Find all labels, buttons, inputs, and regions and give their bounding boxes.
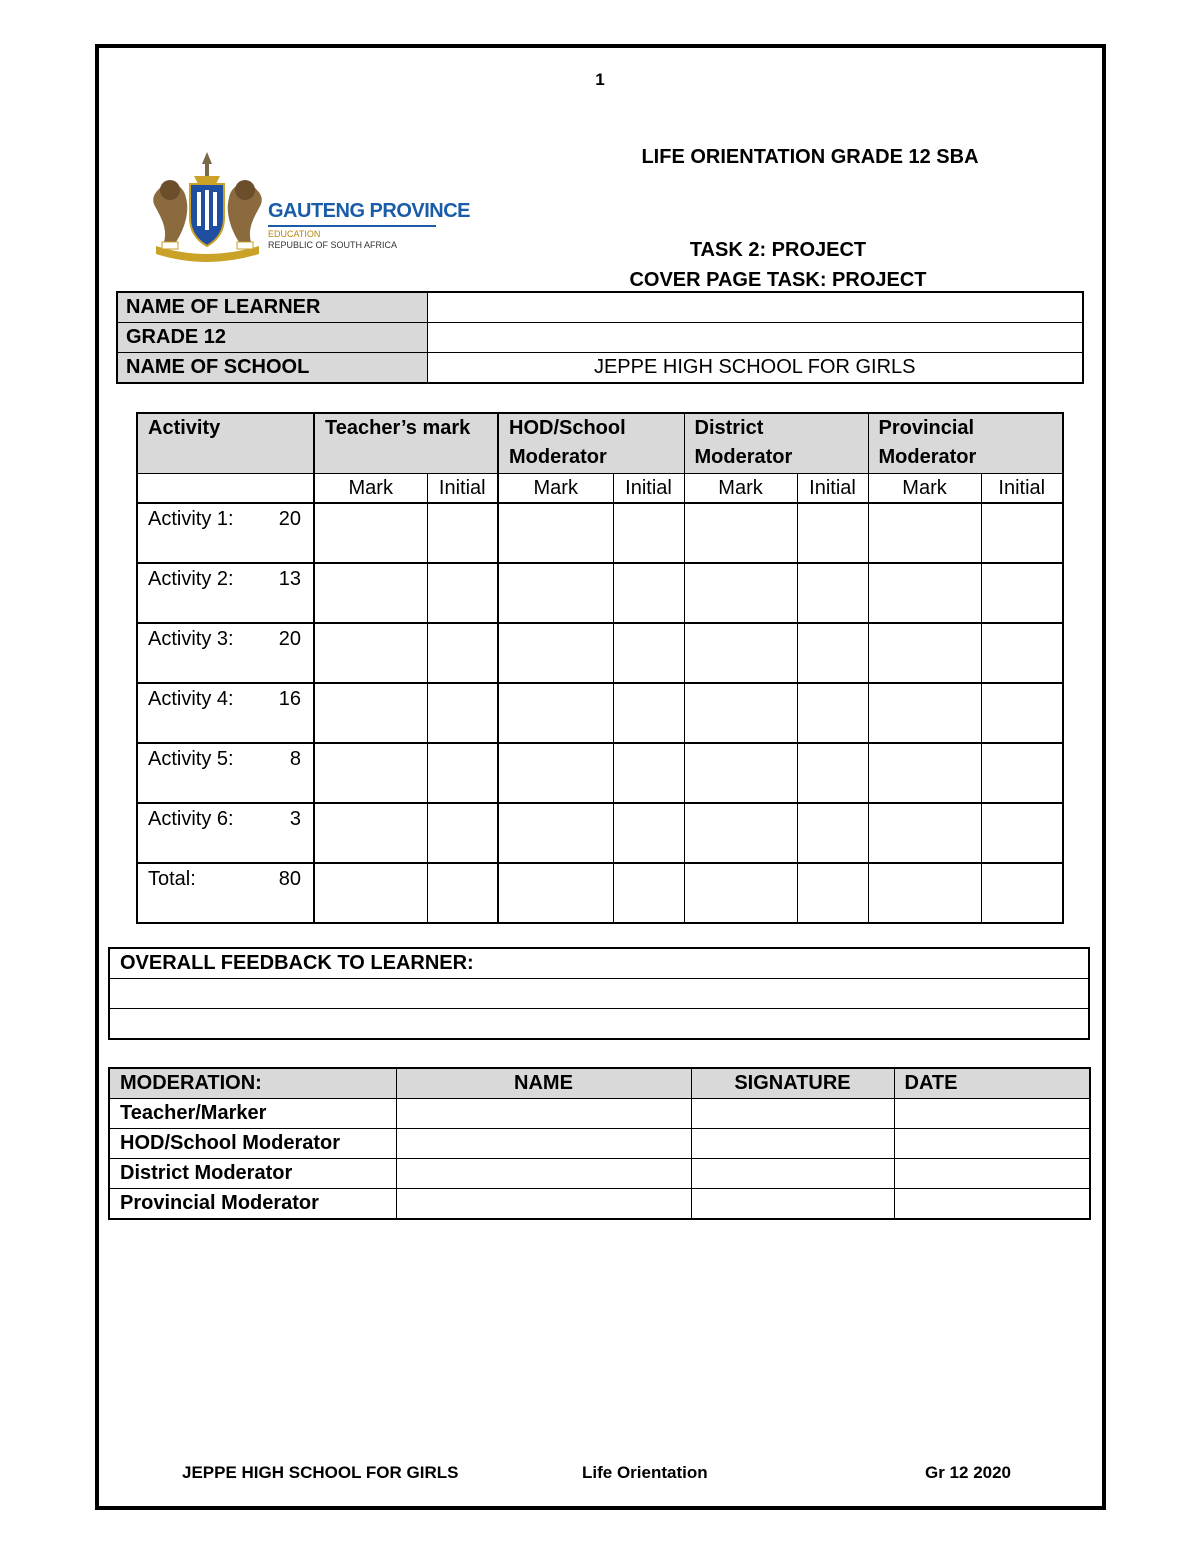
moderator-name-field[interactable] (396, 1099, 691, 1129)
activity-cell (137, 803, 314, 863)
learner-name-label: NAME OF LEARNER (117, 292, 427, 323)
moderator-role: HOD/School Moderator (109, 1129, 396, 1159)
activity-row (137, 743, 1063, 803)
provincial-initial-cell[interactable] (981, 863, 1063, 923)
moderator-role: Teacher/Marker (109, 1099, 396, 1129)
header-provincial-moderator: Provincial Moderator (868, 413, 1063, 474)
district-mark-cell[interactable] (684, 623, 797, 683)
activity-label: Activity 4: (148, 688, 234, 710)
activity-row (137, 623, 1063, 683)
hod-initial-cell[interactable] (613, 503, 684, 563)
teacher-mark-cell[interactable] (314, 623, 427, 683)
moderator-signature-field[interactable] (691, 1129, 894, 1159)
provincial-mark-cell[interactable] (868, 563, 981, 623)
hod-initial-cell[interactable] (613, 743, 684, 803)
header-activity: Activity (137, 413, 314, 474)
activity-row (137, 683, 1063, 743)
district-initial-cell[interactable] (797, 563, 868, 623)
footer-subject: Life Orientation (582, 1463, 708, 1482)
district-mark-cell[interactable] (684, 683, 797, 743)
provincial-mark-cell[interactable] (868, 623, 981, 683)
feedback-label-row (109, 948, 1089, 979)
date-header: DATE (894, 1068, 1090, 1099)
provincial-initial-cell[interactable] (981, 563, 1063, 623)
subheader-mark: Mark (498, 474, 613, 504)
teacher-mark-cell[interactable] (314, 743, 427, 803)
logo-sub-republic: REPUBLIC OF SOUTH AFRICA (268, 240, 398, 250)
moderator-date-field[interactable] (894, 1159, 1090, 1189)
logo-sub-education: EDUCATION (268, 229, 321, 239)
moderator-signature-field[interactable] (691, 1189, 894, 1220)
hod-mark-cell[interactable] (498, 743, 613, 803)
moderation-row (109, 1159, 1090, 1189)
activity-total: 8 (289, 748, 301, 770)
moderation-row (109, 1189, 1090, 1220)
feedback-table (108, 947, 1090, 1040)
grade-row (117, 323, 1083, 353)
provincial-mark-cell[interactable] (868, 863, 981, 923)
activity-label: Activity 1: (148, 508, 234, 530)
moderator-name-field[interactable] (396, 1189, 691, 1220)
moderator-role: Provincial Moderator (109, 1189, 396, 1220)
moderation-row (109, 1129, 1090, 1159)
moderator-role: District Moderator (109, 1159, 396, 1189)
grade-label: GRADE 12 (117, 323, 427, 353)
district-initial-cell[interactable] (797, 863, 868, 923)
hod-initial-cell[interactable] (613, 623, 684, 683)
activity-cell (137, 683, 314, 743)
school-label: NAME OF SCHOOL (117, 353, 427, 384)
marks-header-row (137, 413, 1063, 474)
hod-initial-cell[interactable] (613, 803, 684, 863)
hod-mark-cell[interactable] (498, 683, 613, 743)
teacher-initial-cell[interactable] (427, 563, 498, 623)
activity-total: 3 (289, 808, 301, 830)
district-mark-cell[interactable] (684, 803, 797, 863)
teacher-mark-cell[interactable] (314, 563, 427, 623)
moderator-date-field[interactable] (894, 1099, 1090, 1129)
subheader-initial: Initial (981, 474, 1063, 504)
activity-row (137, 863, 1063, 923)
district-initial-cell[interactable] (797, 683, 868, 743)
task-title: TASK 2: PROJECT (689, 239, 867, 261)
moderator-date-field[interactable] (894, 1129, 1090, 1159)
learner-info-table (116, 291, 1084, 384)
teacher-mark-cell[interactable] (314, 503, 427, 563)
gauteng-logo (150, 150, 471, 262)
moderator-signature-field[interactable] (691, 1099, 894, 1129)
teacher-initial-cell[interactable] (427, 743, 498, 803)
marks-subheader-row (137, 474, 1063, 504)
hod-initial-cell[interactable] (613, 863, 684, 923)
activity-row (137, 563, 1063, 623)
header-hod-moderator: HOD/School Moderator (498, 413, 684, 474)
footer-school: JEPPE HIGH SCHOOL FOR GIRLS (182, 1463, 459, 1482)
feedback-line-field[interactable] (109, 979, 1089, 1009)
page-number: 1 (595, 70, 605, 89)
subheader-initial: Initial (613, 474, 684, 504)
provincial-mark-cell[interactable] (868, 743, 981, 803)
header-teacher-mark: Teacher’s mark (314, 413, 498, 474)
activity-total: 80 (278, 868, 301, 890)
teacher-initial-cell[interactable] (427, 683, 498, 743)
activity-total: 20 (278, 628, 301, 650)
moderator-name-field[interactable] (396, 1129, 691, 1159)
moderator-date-field[interactable] (894, 1189, 1090, 1220)
feedback-label: OVERALL FEEDBACK TO LEARNER: (109, 948, 1089, 979)
subheader-initial: Initial (797, 474, 868, 504)
provincial-mark-cell[interactable] (868, 683, 981, 743)
provincial-initial-cell[interactable] (981, 503, 1063, 563)
activity-label: Activity 2: (148, 568, 234, 590)
moderation-row (109, 1099, 1090, 1129)
feedback-line-field[interactable] (109, 1009, 1089, 1040)
provincial-mark-cell[interactable] (868, 803, 981, 863)
learner-name-row (117, 292, 1083, 323)
footer-grade-year: Gr 12 2020 (925, 1463, 1012, 1482)
moderator-signature-field[interactable] (691, 1159, 894, 1189)
teacher-initial-cell[interactable] (427, 863, 498, 923)
moderation-table (108, 1067, 1091, 1220)
marks-table (136, 412, 1064, 924)
hod-mark-cell[interactable] (498, 563, 613, 623)
district-initial-cell[interactable] (797, 503, 868, 563)
activity-cell (137, 503, 314, 563)
grade-field[interactable] (427, 323, 1083, 353)
hod-mark-cell[interactable] (498, 503, 613, 563)
logo-name: GAUTENG PROVINCE (268, 200, 471, 222)
subheader-mark: Mark (684, 474, 797, 504)
hod-initial-cell[interactable] (613, 683, 684, 743)
school-field[interactable]: JEPPE HIGH SCHOOL FOR GIRLS (427, 353, 1083, 384)
hod-initial-cell[interactable] (613, 563, 684, 623)
teacher-initial-cell[interactable] (427, 803, 498, 863)
activity-total: 20 (278, 508, 301, 530)
subheader-mark: Mark (314, 474, 427, 504)
provincial-initial-cell[interactable] (981, 743, 1063, 803)
activity-cell (137, 563, 314, 623)
header-district-moderator: District Moderator (684, 413, 868, 474)
subheader-initial: Initial (427, 474, 498, 504)
school-row (117, 353, 1083, 384)
coat-of-arms-icon (150, 150, 265, 262)
moderator-name-field[interactable] (396, 1159, 691, 1189)
district-mark-cell[interactable] (684, 563, 797, 623)
provincial-initial-cell[interactable] (981, 683, 1063, 743)
subheader-blank (137, 474, 314, 504)
activity-cell (137, 743, 314, 803)
teacher-mark-cell[interactable] (314, 803, 427, 863)
signature-header: SIGNATURE (691, 1068, 894, 1099)
activity-label: Activity 5: (148, 748, 234, 770)
cover-title: COVER PAGE TASK: PROJECT (629, 269, 927, 291)
district-mark-cell[interactable] (684, 503, 797, 563)
activity-cell (137, 863, 314, 923)
hod-mark-cell[interactable] (498, 803, 613, 863)
activity-total: 16 (278, 688, 301, 710)
district-mark-cell[interactable] (684, 743, 797, 803)
feedback-line (109, 979, 1089, 1009)
document-title: LIFE ORIENTATION GRADE 12 SBA (641, 146, 979, 168)
activity-total: 13 (278, 568, 301, 590)
teacher-mark-cell[interactable] (314, 683, 427, 743)
subheader-mark: Mark (868, 474, 981, 504)
district-mark-cell[interactable] (684, 863, 797, 923)
district-initial-cell[interactable] (797, 623, 868, 683)
provincial-initial-cell[interactable] (981, 623, 1063, 683)
provincial-initial-cell[interactable] (981, 803, 1063, 863)
teacher-mark-cell[interactable] (314, 863, 427, 923)
teacher-initial-cell[interactable] (427, 623, 498, 683)
teacher-initial-cell[interactable] (427, 503, 498, 563)
logo-underline (268, 225, 436, 227)
moderation-header-row (109, 1068, 1090, 1099)
name-header: NAME (396, 1068, 691, 1099)
district-initial-cell[interactable] (797, 803, 868, 863)
learner-name-field[interactable] (427, 292, 1083, 323)
activity-row (137, 503, 1063, 563)
feedback-line (109, 1009, 1089, 1040)
task-title-block (528, 235, 1028, 295)
hod-mark-cell[interactable] (498, 623, 613, 683)
activity-label: Total: (148, 868, 196, 890)
district-initial-cell[interactable] (797, 743, 868, 803)
moderation-header: MODERATION: (109, 1068, 396, 1099)
activity-row (137, 803, 1063, 863)
activity-label: Activity 6: (148, 808, 234, 830)
activity-cell (137, 623, 314, 683)
hod-mark-cell[interactable] (498, 863, 613, 923)
provincial-mark-cell[interactable] (868, 503, 981, 563)
activity-label: Activity 3: (148, 628, 234, 650)
